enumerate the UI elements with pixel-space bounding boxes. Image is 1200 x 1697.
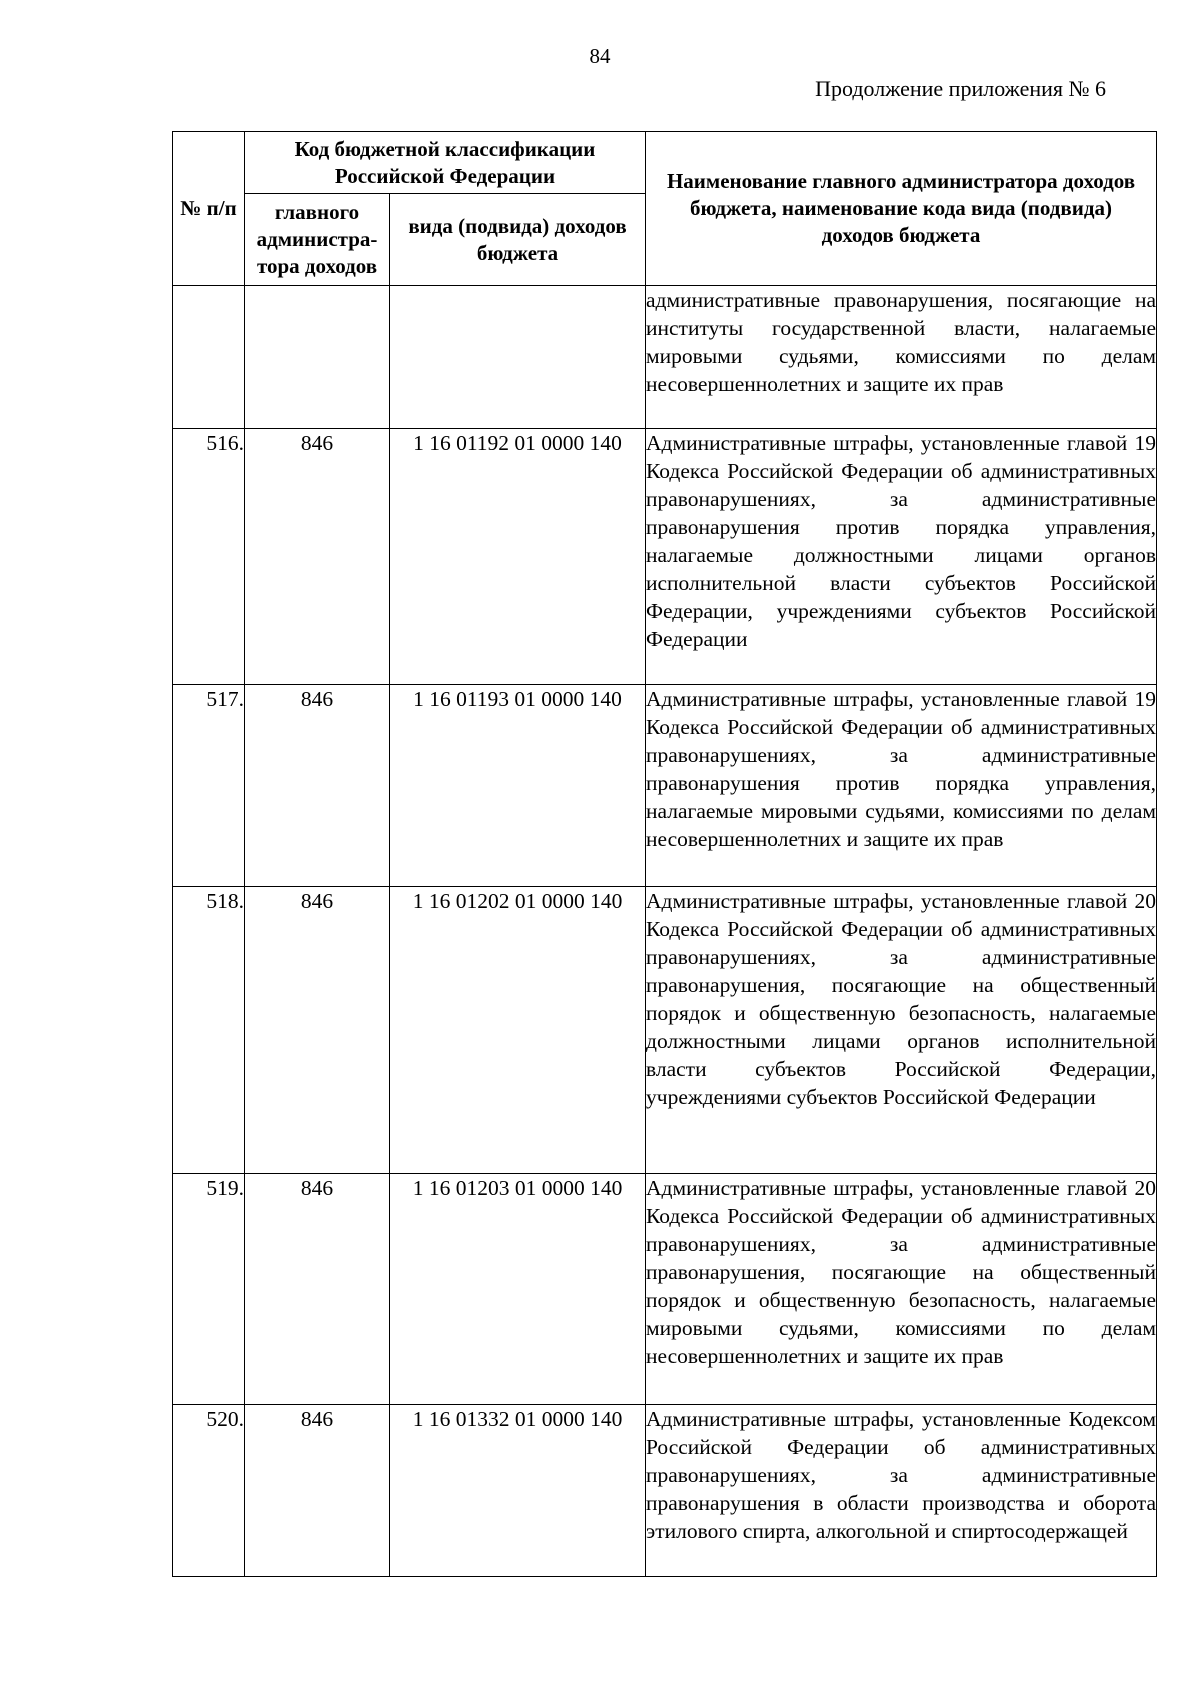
table-row xyxy=(173,685,1157,887)
header-num: № п/п xyxy=(173,132,245,286)
table-body xyxy=(173,286,1157,1577)
row-num xyxy=(173,286,245,429)
row-num: 517. xyxy=(173,685,245,887)
row-admin-code: 846 xyxy=(245,429,390,685)
row-name: Административные штрафы, установленные главой 20 Кодекса Российской Федерации об административных правонарушениях, за административные правонарушения, посягающие на общественный порядок и общественную безопасность, налагаемые мировыми судьями, комиссиями по делам несовершеннолетних и защите их прав xyxy=(646,1174,1157,1405)
table-row xyxy=(173,1405,1157,1577)
row-num: 519. xyxy=(173,1174,245,1405)
table-header xyxy=(173,132,1157,286)
row-name: Административные штрафы, установленные главой 19 Кодекса Российской Федерации об административных правонарушениях, за административные правонарушения против порядка управления, налагаемые должностными лицами органов исполнительной власти субъектов Российской Федерации, учреждениями субъектов Российской Федерации xyxy=(646,429,1157,685)
row-income-code: 1 16 01193 01 0000 140 xyxy=(390,685,646,887)
table-row xyxy=(173,429,1157,685)
row-income-code xyxy=(390,286,646,429)
row-num: 518. xyxy=(173,887,245,1174)
row-admin-code: 846 xyxy=(245,1405,390,1577)
table-row xyxy=(173,1174,1157,1405)
row-income-code: 1 16 01192 01 0000 140 xyxy=(390,429,646,685)
row-admin-code: 846 xyxy=(245,887,390,1174)
row-admin-code xyxy=(245,286,390,429)
header-code: вида (подвида) доходов бюджета xyxy=(390,194,646,286)
row-admin-code: 846 xyxy=(245,685,390,887)
header-kbk-group: Код бюджетной классификации Российской Федерации xyxy=(245,132,646,194)
table-row xyxy=(173,286,1157,429)
row-name: Административные штрафы, установленные главой 19 Кодекса Российской Федерации об административных правонарушениях, за административные правонарушения против порядка управления, налагаемые мировыми судьями, комиссиями по делам несовершеннолетних и защите их прав xyxy=(646,685,1157,887)
header-admin: главного администра-тора доходов xyxy=(245,194,390,286)
row-num: 516. xyxy=(173,429,245,685)
row-income-code: 1 16 01202 01 0000 140 xyxy=(390,887,646,1174)
row-income-code: 1 16 01203 01 0000 140 xyxy=(390,1174,646,1405)
row-income-code: 1 16 01332 01 0000 140 xyxy=(390,1405,646,1577)
page-number: 84 xyxy=(589,44,611,68)
row-name: административные правонарушения, посягающие на институты государственной власти, налагаемые мировыми судьями, комиссиями по делам несовершеннолетних и защите их прав xyxy=(646,286,1157,429)
row-num: 520. xyxy=(173,1405,245,1577)
row-admin-code: 846 xyxy=(245,1174,390,1405)
budget-classification-table xyxy=(172,131,1157,1577)
header-name: Наименование главного администратора доходов бюджета, наименование кода вида (подвида) доходов бюджета xyxy=(646,132,1157,286)
row-name: Административные штрафы, установленные Кодексом Российской Федерации об административных правонарушениях, за административные правонарушения в области производства и оборота этилового спирта, алкогольной и спиртосодержащей xyxy=(646,1405,1157,1577)
row-name: Административные штрафы, установленные главой 20 Кодекса Российской Федерации об административных правонарушениях, за административные правонарушения, посягающие на общественный порядок и общественную безопасность, налагаемые должностными лицами органов исполнительной власти субъектов Российской Федерации, учреждениями субъектов Российской Федерации xyxy=(646,887,1157,1174)
table-row xyxy=(173,887,1157,1174)
continuation-label: Продолжение приложения № 6 xyxy=(815,76,1106,101)
